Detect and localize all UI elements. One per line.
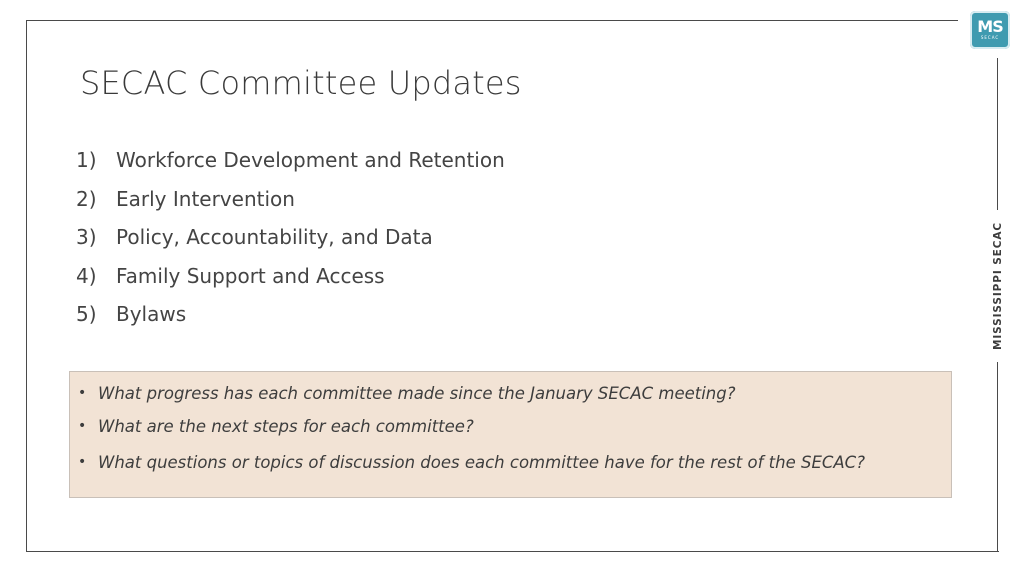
bullet-icon: • — [78, 454, 87, 470]
committee-list — [76, 141, 505, 334]
committee-label: Early Intervention — [116, 186, 295, 211]
committee-label: Bylaws — [116, 302, 187, 327]
committee-number: 3) — [76, 225, 97, 250]
committee-label: Family Support and Access — [116, 263, 385, 288]
frame-right-border-lower — [997, 362, 998, 552]
committee-item — [76, 257, 505, 296]
frame-left-border — [26, 20, 27, 552]
question-text: What are the next steps for each committee? — [98, 416, 474, 436]
committee-label: Policy, Accountability, and Data — [116, 225, 433, 250]
committee-item — [76, 141, 505, 180]
committee-item — [76, 295, 505, 334]
committee-number: 5) — [76, 302, 97, 327]
logo-subtext: SECAC — [980, 35, 1000, 40]
frame-right-border-upper — [997, 58, 998, 210]
question-item — [78, 378, 865, 408]
slide-title: SECAC Committee Updates — [80, 64, 522, 102]
discussion-questions-box — [69, 371, 952, 498]
question-item — [78, 408, 865, 444]
bullet-icon: • — [78, 418, 87, 434]
committee-item — [76, 218, 505, 257]
side-label-text: MISSISSIPPI SECAC — [992, 221, 1005, 351]
committee-item — [76, 180, 505, 219]
frame-bottom-border — [26, 551, 999, 552]
mississippi-secac-logo — [970, 11, 1010, 49]
frame-top-border — [26, 20, 958, 21]
discussion-questions-list — [78, 378, 865, 480]
committee-number: 1) — [76, 148, 97, 173]
question-text: What questions or topics of discussion does each committee have for the rest of the SECAC? — [98, 452, 865, 472]
logo-mark: MS — [977, 17, 1003, 36]
question-text: What progress has each committee made since the January SECAC meeting? — [98, 383, 736, 403]
bullet-icon: • — [78, 385, 87, 401]
committee-label: Workforce Development and Retention — [116, 148, 505, 173]
committee-number: 2) — [76, 186, 97, 211]
side-label — [984, 215, 1012, 357]
committee-number: 4) — [76, 263, 97, 288]
question-item — [78, 444, 865, 480]
